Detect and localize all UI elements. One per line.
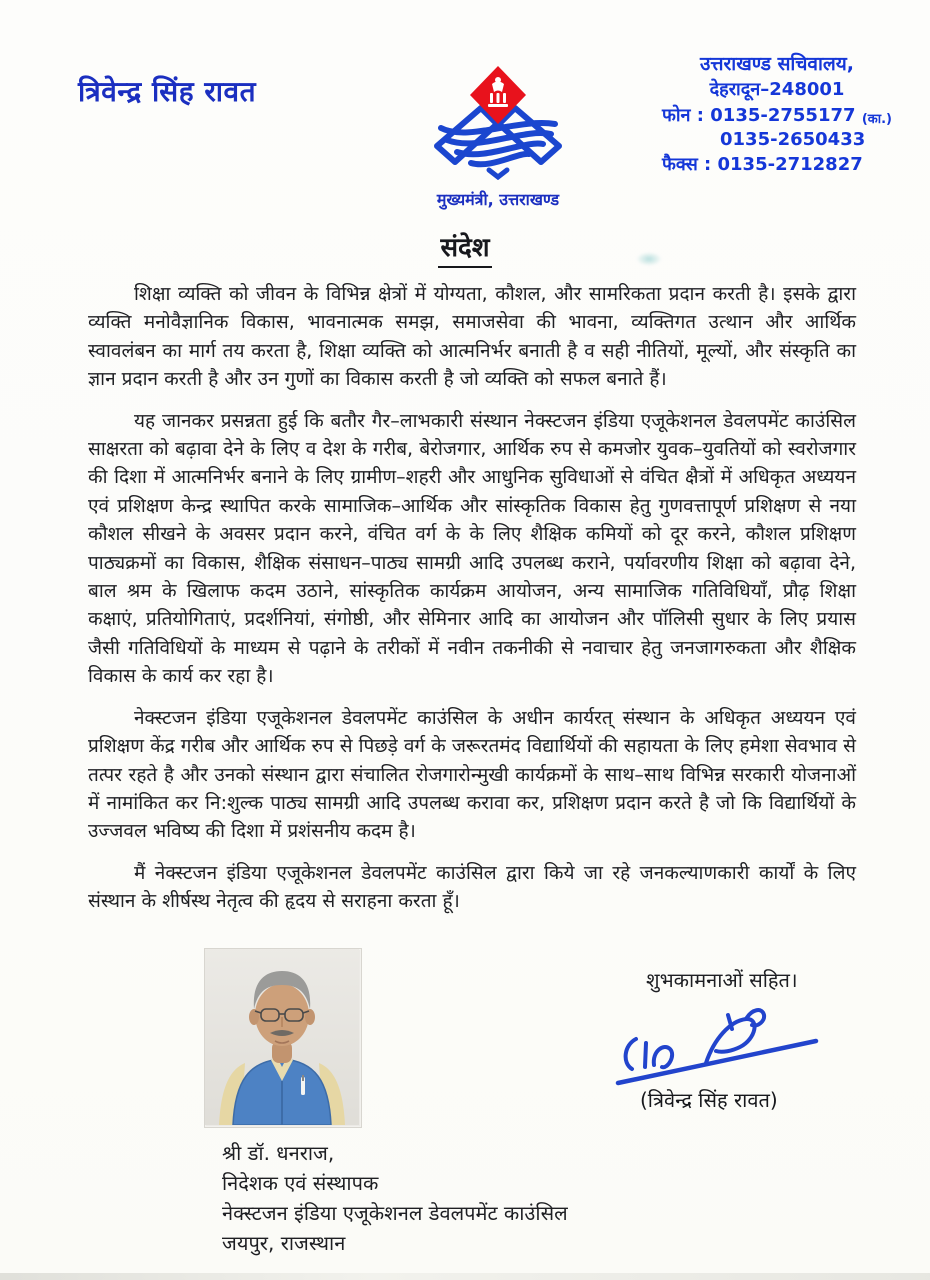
- paragraph-1: शिक्षा व्यक्ति को जीवन के विभिन्न क्षेत्रों में योग्यता, कौशल, और सामरिकता प्रदान करती है। इसके द्वारा व्यक्ति मनोवैज्ञानिक विकास, भावनात्मक समझ, समाजसेवा की भावना, व्यक्तिगत उत्थान और आर्थिक स्वावलंबन का मार्ग तय करता है, शिक्षा व्यक्ति को आत्मनिर्भर बनाती है व सही नीतियों, मूल्यों, और संस्कृति का ज्ञान प्रदान करती है और उन गुणों का विकास करती है जो व्यक्ति को सफल बनाते हैं।: [88, 283, 856, 391]
- paragraph-2: यह जानकर प्रसन्नता हुई कि बतौर गैर–लाभकारी संस्थान नेक्स्टजन इंडिया एजूकेशनल डेवलपमेंट काउंसिल साक्षरता को बढ़ावा देने के लिए व देश के गरीब, बेरोजगार, आर्थिक रुप से कमजोर युवक–युवतियों को स्वरोजगार की दिशा में आत्मनिर्भर बनाने के लिए ग्रामीण–शहरी और आधुनिक सुविधाओं से वंचित क्षैत्रों में अधिकृत अध्ययन एवं प्रशिक्षण केन्द्र स्थापित करके सामाजिक–आर्थिक और सांस्कृतिक विकास हेतु गुणवत्तापूर्ण प्रशिक्षण से नया कौशल सीखने के अवसर प्रदान करने, वंचित वर्ग के के लिए शैक्षिक कमियों को दूर करने, कौशल प्रशिक्षण पाठ्यक्रमों का विकास, शैक्षिक संसाधन–पाठ्य सामग्री आदि उपलब्ध कराने, पर्यावरणीय शिक्षा को बढ़ावा देने, बाल श्रम के खिलाफ कदम उठाने, सांस्कृतिक कार्यक्रम आयोजन, अन्य सामाजिक गतिविधियाँ, प्रौढ़ शिक्षा कक्षाएं, प्रतियोगिताएं, प्रदर्शनियां, संगोष्ठी, और सेमिनार आदि का आयोजन और पॉलिसी सुधार के लिए प्रयास जैसी गतिविधियों के माध्यम से पढ़ाने के तरीकों में नवीन तकनीकी से नवाचार हेतु जनजागरुकता और शैक्षिक विकास के कार्य कर रहा है।: [88, 409, 856, 688]
- scan-edge-artifact: [0, 1273, 930, 1280]
- uttarakhand-state-emblem-icon: [423, 165, 573, 184]
- letter-body: [88, 280, 856, 929]
- paragraph-3: नेक्स्टजन इंडिया एजूकेशनल डेवलपमेंट काउंसिल के अधीन कार्यरत् संस्थान के अधिकृत अध्ययन एवं प्रशिक्षण केंद्र गरीब और आर्थिक रुप से पिछड़े वर्ग के जरूरतमंद विद्यार्थियों की सहायता के लिए हमेशा सेवभाव से तत्पर रहते है और उनको संस्थान द्वारा संचालित रोजगारोन्मुखी कार्यक्रमों के साथ–साथ विभिन्न सरकारी योजनाओं में नामांकित कर नि:शुल्क पाठ्य सामग्री आदि उपलब्ध करावा कर, प्रशिक्षण प्रदान करते है जो कि विद्यार्थियों के उज्जवल भविष्य की दिशा में प्रशंसनीय कदम है।: [88, 706, 856, 843]
- recipient-designation: निदेशक एवं संस्थापक: [222, 1171, 379, 1195]
- scan-smudge-artifact: [636, 252, 662, 266]
- letter-title: संदेश: [0, 228, 930, 264]
- signatory-name: (त्रिवेन्द्र सिंह रावत): [640, 1088, 778, 1112]
- handwritten-signature-icon: [610, 1005, 830, 1095]
- office-fax: फैक्स : 0135-2712827: [662, 153, 863, 175]
- emblem-caption: मुख्यमंत्री, उत्तराखण्ड: [436, 190, 560, 209]
- office-phone1: फोन : 0135-2755177 (का.): [662, 104, 892, 127]
- letterhead-emblem: [408, 62, 588, 210]
- closing-salutation: शुभकामनाओं सहित।: [646, 968, 798, 992]
- recipient-city: जयपुर, राजस्थान: [222, 1231, 346, 1255]
- recipient-block: [222, 1138, 568, 1258]
- office-address-block: [652, 52, 902, 177]
- recipient-organization: नेक्स्टजन इंडिया एजूकेशनल डेवलपमेंट काउंसिल: [222, 1201, 568, 1225]
- sender-name: त्रिवेन्द्र सिंह रावत: [78, 75, 257, 108]
- recipient-name: श्री डॉ. धनराज,: [222, 1141, 335, 1165]
- office-phone2: 0135-2650433: [720, 129, 866, 151]
- office-line2: देहरादून–248001: [709, 78, 845, 100]
- office-line1: उत्तराखण्ड सचिवालय,: [699, 53, 854, 75]
- phone-suffix: (का.): [861, 111, 892, 127]
- paragraph-4: मैं नेक्स्टजन इंडिया एजूकेशनल डेवलपमेंट काउंसिल द्वारा किये जा रहे जनकल्याणकारी कार्यों के लिए संस्थान के शीर्षस्थ नेतृत्व की हृदय से सराहना करता हूँ।: [88, 861, 856, 913]
- portrait-photo: [204, 948, 362, 1128]
